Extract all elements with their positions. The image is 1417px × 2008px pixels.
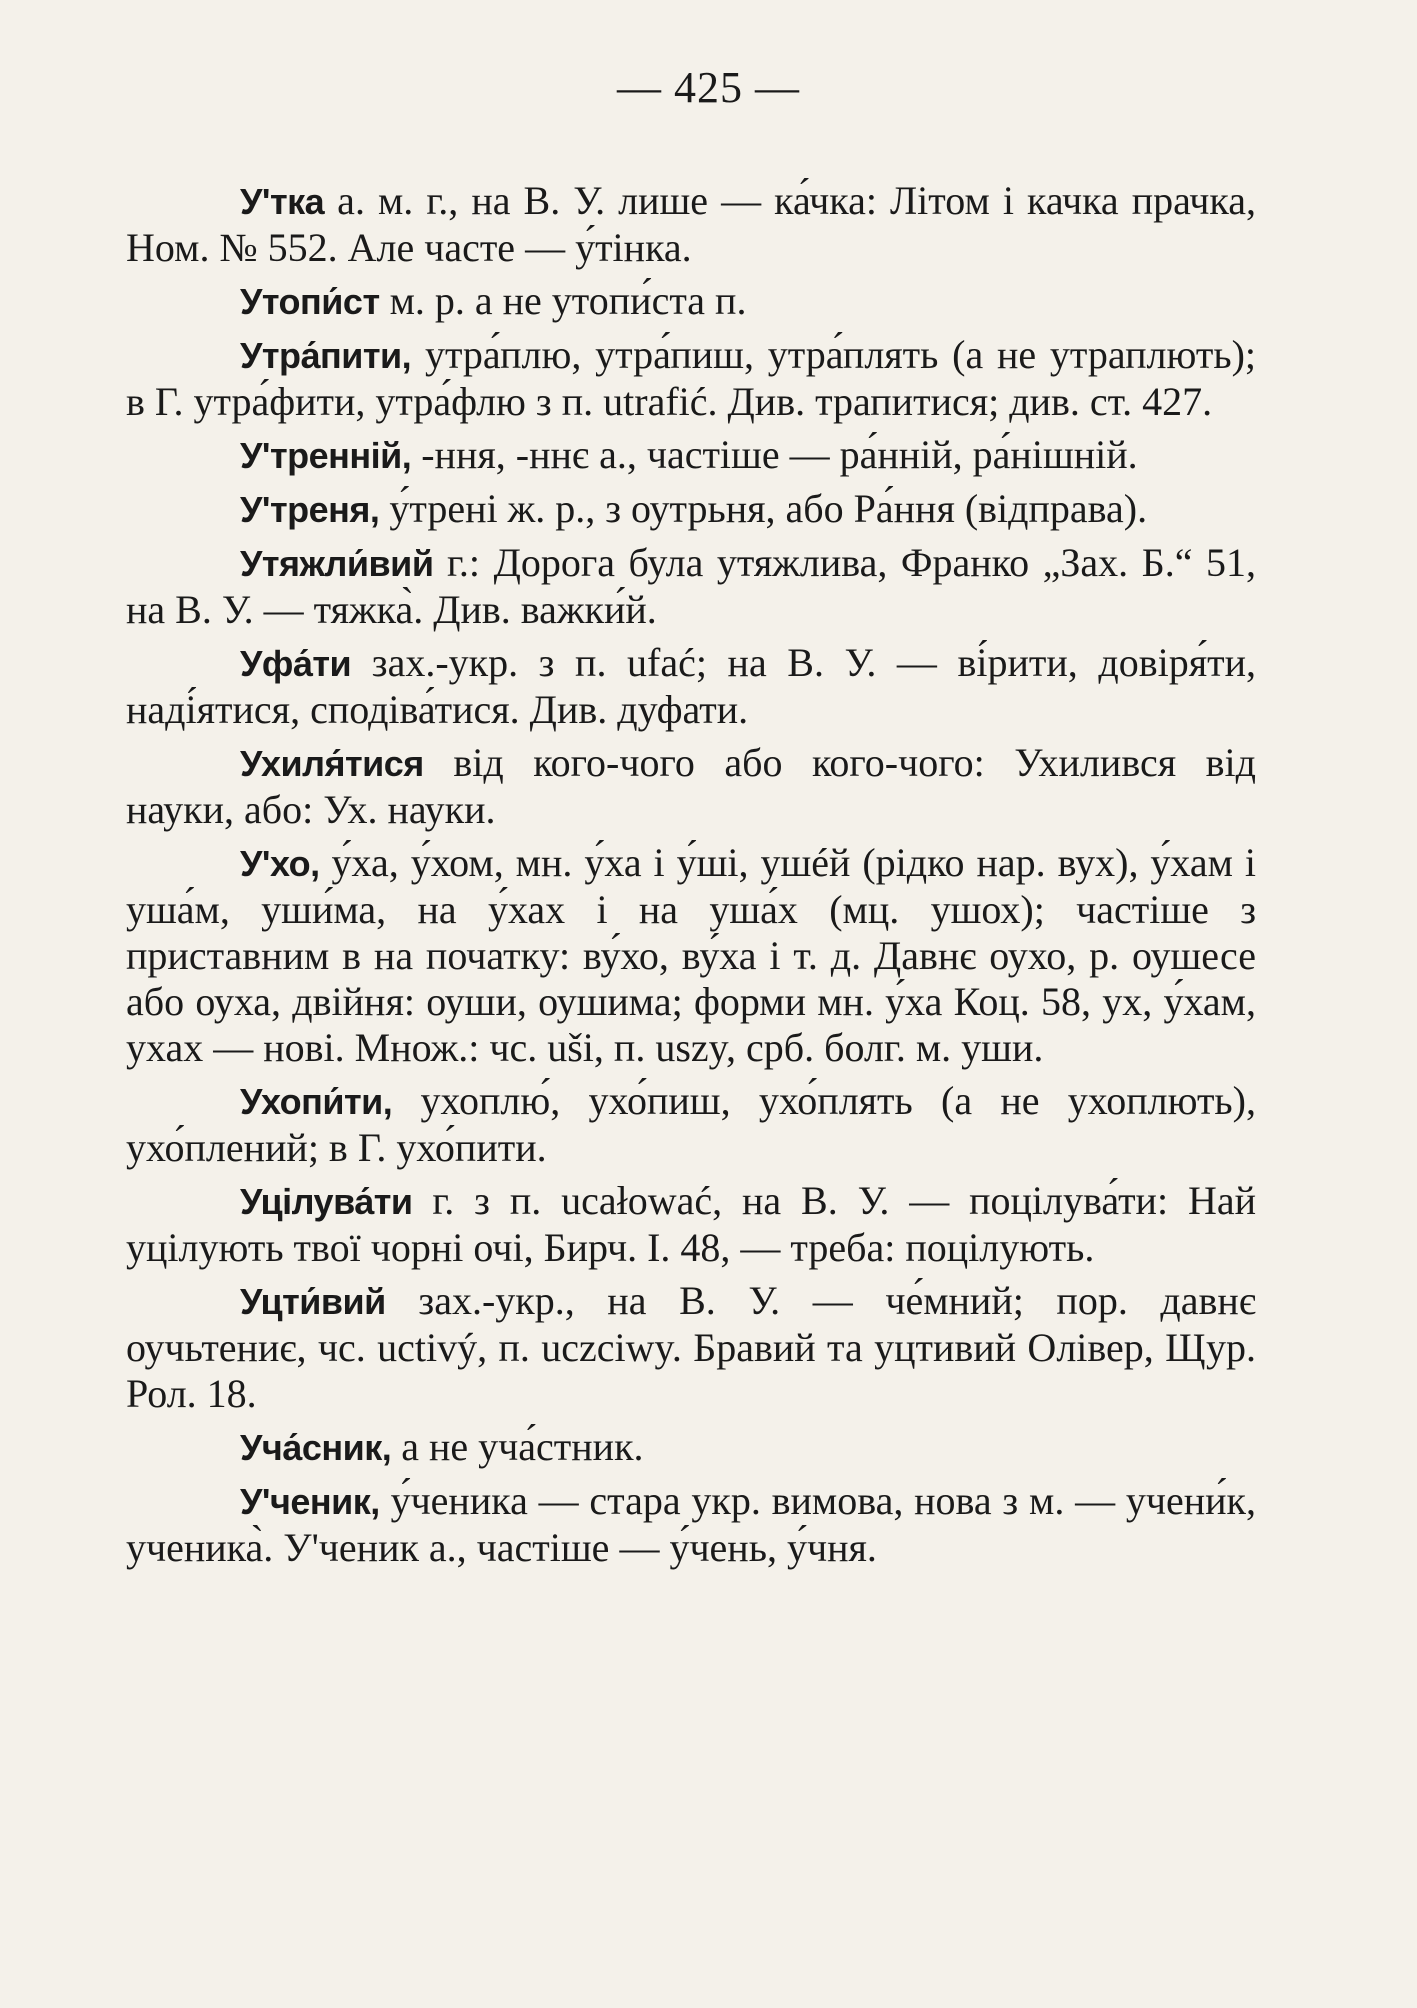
entry-headword: У'ченик, — [240, 1481, 380, 1522]
entry-headword: Утра́пити, — [240, 335, 412, 376]
dictionary-entry — [126, 1424, 1256, 1471]
dictionary-entry — [126, 540, 1256, 633]
dictionary-entry — [126, 432, 1256, 479]
entry-text: у́ченика — стара укр. вимова, нова з м. — учени́к, ученика̀. У'ченик а., частіше — у́чень, у́чня. — [126, 1478, 1256, 1570]
dictionary-entry — [126, 178, 1256, 271]
entry-headword: Утяжли́вий — [240, 543, 434, 584]
entry-headword: Уфа́ти — [240, 643, 352, 684]
entry-headword: Ухопи́ти, — [240, 1081, 393, 1122]
entry-text: утра́плю, утра́пиш, утра́плять (а не утраплють); в Г. утра́фити, утра́флю з п. utrafić. Див. трапитися; див. ст. 427. — [126, 332, 1256, 424]
entry-text: а не уча́стник. — [391, 1424, 644, 1469]
entry-text: -ння, -ннє а., частіше — ра́нній, ра́нішній. — [411, 432, 1138, 477]
entry-headword: Уча́сник, — [240, 1427, 392, 1468]
entry-headword: У'тренній, — [240, 435, 412, 476]
page-number: — 425 — — [617, 63, 800, 112]
entry-headword: У'хо, — [240, 843, 320, 884]
entry-headword: Утопи́ст — [240, 281, 380, 322]
dictionary-entry — [126, 1078, 1256, 1171]
entry-text: г. з п. ucałować, на В. У. — поцілува́ти: Най уцілують твої чорні очі, Бирч. І. 48, — треба: поцілують. — [126, 1178, 1256, 1270]
dictionary-entry — [126, 640, 1256, 733]
entries-list — [126, 178, 1256, 1578]
entry-headword: У'треня, — [240, 489, 380, 530]
entry-headword: Уцілува́ти — [240, 1181, 413, 1222]
entry-headword: Уцти́вий — [240, 1281, 386, 1322]
entry-text: у́ха, у́хом, мн. у́ха і у́ші, ушéй (рідко нар. вух), у́хам і уша́м, уши́ма, на у́хах і на уша́х (мц. ушох); частіше з приставним в на початку: ву́хо, ву́ха і т. д. Давнє оухо, р. оушесе або оуха, двійня: оуши, оушима; форми мн. у́ха Коц. 58, ух, у́хам, ухах — нові. Множ.: чс. uši, п. uszy, срб. болг. м. уши. — [126, 840, 1256, 1070]
dictionary-entry — [126, 840, 1256, 1071]
dictionary-entry — [126, 1478, 1256, 1571]
entry-text: у́трені ж. р., з оутрьня, або Ра́ння (відправа). — [379, 486, 1148, 531]
entry-text: г.: Дорога була утяжлива, Франко „Зах. Б.“ 51, на В. У. — тяжка̀. Див. важки́й. — [126, 540, 1256, 632]
entry-text: зах.-укр. з п. ufać; на В. У. — ві́рити, довіря́ти, наді́ятися, сподіва́тися. Див. дуфати. — [126, 640, 1256, 732]
dictionary-entry — [126, 332, 1256, 425]
entry-text: від кого-чого або кого-чого: Ухилився від науки, або: Ух. науки. — [126, 740, 1256, 832]
entry-text: м. р. а не утопи́ста п. — [379, 278, 747, 323]
entry-text: а. м. г., на В. У. лише — ка́чка: Літом і качка прачка, Ном. № 552. Але часте — у́тінка. — [126, 178, 1256, 270]
entry-headword: Ухиля́тися — [240, 743, 424, 784]
dictionary-entry — [126, 740, 1256, 833]
dictionary-entry — [126, 278, 1256, 325]
dictionary-entry — [126, 486, 1256, 533]
dictionary-entry — [126, 1178, 1256, 1271]
entry-headword: У'тка — [240, 181, 325, 222]
entry-text: ухоплю́, ухо́пиш, ухо́плять (а не ухоплють), ухо́плений; в Г. ухо́пити. — [126, 1078, 1256, 1170]
entry-text: зах.-укр., на В. У. — че́мний; пор. давнє оучьтениє, чс. uctivý, п. uczciwy. Бравий та уцтивий Олівер, Щур. Рол. 18. — [126, 1278, 1256, 1416]
dictionary-entry — [126, 1278, 1256, 1417]
